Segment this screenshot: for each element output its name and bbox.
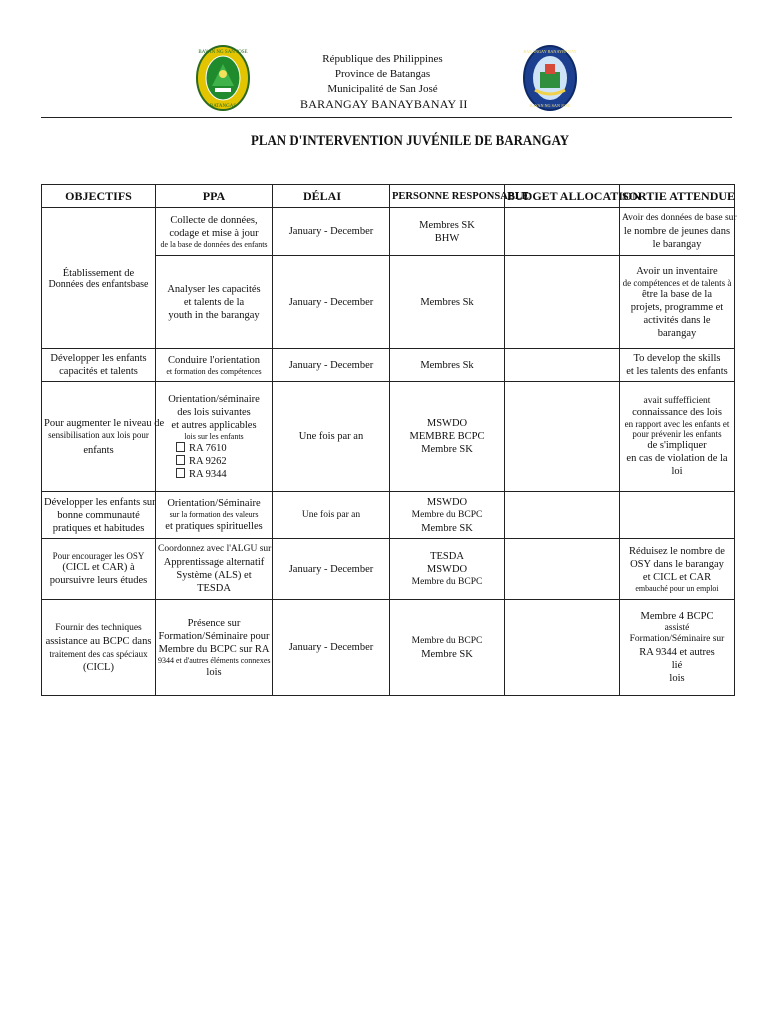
sortie-cell: Avoir des données de base sur le nombre de jeunes dans le barangay bbox=[620, 208, 735, 256]
sortie-cell: Membre 4 BCPC assisté Formation/Séminaire sur RA 9344 et autres lié lois bbox=[620, 600, 735, 696]
ppa-cell: Orientation/Séminaire sur la formation des valeurs et pratiques spirituelles bbox=[156, 492, 273, 539]
ppa-cell: Collecte de données, codage et mise à jour de la base de données des enfants bbox=[156, 208, 273, 256]
table-row bbox=[42, 382, 735, 492]
budget-cell bbox=[505, 382, 620, 492]
heading-province: Province de Batangas bbox=[334, 68, 431, 80]
responsable-cell: Membres SK BHW bbox=[390, 208, 505, 256]
objective-cell: Fournir des techniques assistance au BCPC dans traitement des cas spéciaux (CICL) bbox=[42, 600, 156, 696]
header-objectifs: OBJECTIFS bbox=[42, 185, 156, 208]
delai-cell: January - December bbox=[273, 208, 390, 256]
document-header bbox=[0, 40, 768, 120]
ppa-cell: Présence sur Formation/Séminaire pour Membre du BCPC sur RA 9344 et d'autres éléments connexes lois bbox=[156, 600, 273, 696]
objective-cell: Pour encourager les OSY (CICL et CAR) à poursuivre leurs études bbox=[42, 539, 156, 600]
sortie-cell: To develop the skills et les talents des enfants bbox=[620, 349, 735, 382]
barangay-seal-icon bbox=[522, 44, 578, 112]
intervention-plan-table bbox=[41, 184, 735, 696]
objective-cell: Développer les enfants sur bonne communauté pratiques et habitudes bbox=[42, 492, 156, 539]
law-item: RA 7610 bbox=[158, 442, 270, 455]
header-divider bbox=[41, 117, 732, 118]
government-heading bbox=[300, 52, 468, 112]
objective-cell: Développer les enfants capacités et talents bbox=[42, 349, 156, 382]
seal-ring-text: BAYAN NG SAN JOSE bbox=[529, 103, 571, 108]
document-title: PLAN D'INTERVENTION JUVÉNILE DE BARANGAY bbox=[250, 133, 570, 149]
heading-municipality: Municipalité de San José bbox=[327, 83, 438, 95]
table-row bbox=[42, 600, 735, 696]
table-row bbox=[42, 208, 735, 256]
responsable-cell: MSWDO Membre du BCPC Membre SK bbox=[390, 492, 505, 539]
budget-cell bbox=[505, 539, 620, 600]
seal-ring-text: BARANGAY BANAYBANAY bbox=[523, 49, 577, 54]
delai-cell: Une fois par an bbox=[273, 382, 390, 492]
budget-cell bbox=[505, 256, 620, 349]
law-item: RA 9344 bbox=[158, 468, 270, 481]
header-delai: DÉLAI bbox=[273, 185, 390, 208]
objective-cell: Pour augmenter le niveau de sensibilisation aux lois pour enfants bbox=[42, 382, 156, 492]
objective-cell: Établissement de Données des enfantsbase bbox=[42, 208, 156, 349]
responsable-cell: Membres Sk bbox=[390, 256, 505, 349]
budget-cell bbox=[505, 600, 620, 696]
checkbox-icon bbox=[176, 468, 185, 478]
responsable-cell: Membre du BCPC Membre SK bbox=[390, 600, 505, 696]
table-row bbox=[42, 492, 735, 539]
heading-barangay: BARANGAY BANAYBANAY II bbox=[300, 97, 468, 111]
delai-cell: Une fois par an bbox=[273, 492, 390, 539]
seal-ring-text: BAYAN NG SAN JOSE bbox=[198, 50, 248, 55]
seal-ring-text: BATANGAS bbox=[209, 104, 237, 109]
checkbox-icon bbox=[176, 442, 185, 452]
ppa-cell: Conduire l'orientation et formation des compétences bbox=[156, 349, 273, 382]
law-item: RA 9262 bbox=[158, 455, 270, 468]
responsable-cell: MSWDO MEMBRE BCPC Membre SK bbox=[390, 382, 505, 492]
header-personne-responsable: PERSONNE RESPONSABLE bbox=[390, 185, 505, 208]
budget-cell bbox=[505, 208, 620, 256]
table-row bbox=[42, 539, 735, 600]
responsable-cell: TESDA MSWDO Membre du BCPC bbox=[390, 539, 505, 600]
sortie-cell bbox=[620, 492, 735, 539]
delai-cell: January - December bbox=[273, 256, 390, 349]
delai-cell: January - December bbox=[273, 600, 390, 696]
sortie-cell: avait suffefficient connaissance des lois en rapport avec les enfants et pour prévenir les enfants de s'impliquer en cas de violation de la loi bbox=[620, 382, 735, 492]
san-jose-municipal-seal-icon bbox=[195, 44, 251, 112]
checkbox-icon bbox=[176, 455, 185, 465]
header-budget-allocation: BUDGET ALLOCATION bbox=[505, 185, 620, 208]
ppa-cell: Analyser les capacités et talents de la youth in the barangay bbox=[156, 256, 273, 349]
table-header-row bbox=[42, 185, 735, 208]
sortie-cell: Avoir un inventaire de compétences et de talents à être la base de la projets, programme et activités dans le barangay bbox=[620, 256, 735, 349]
delai-cell: January - December bbox=[273, 539, 390, 600]
budget-cell bbox=[505, 492, 620, 539]
ppa-cell: Coordonnez avec l'ALGU sur Apprentissage alternatif Système (ALS) et TESDA bbox=[156, 539, 273, 600]
header-ppa: PPA bbox=[156, 185, 273, 208]
ppa-cell: Orientation/séminaire des lois suivantes et autres applicables lois sur les enfants RA 7610 RA 9262 RA 9344 bbox=[156, 382, 273, 492]
responsable-cell: Membres Sk bbox=[390, 349, 505, 382]
header-sortie-attendue: SORTIE ATTENDUE bbox=[620, 185, 735, 208]
delai-cell: January - December bbox=[273, 349, 390, 382]
table-row bbox=[42, 349, 735, 382]
sortie-cell: Réduisez le nombre de OSY dans le barangay et CICL et CAR embauché pour un emploi bbox=[620, 539, 735, 600]
budget-cell bbox=[505, 349, 620, 382]
heading-country: République des Philippines bbox=[322, 53, 443, 65]
